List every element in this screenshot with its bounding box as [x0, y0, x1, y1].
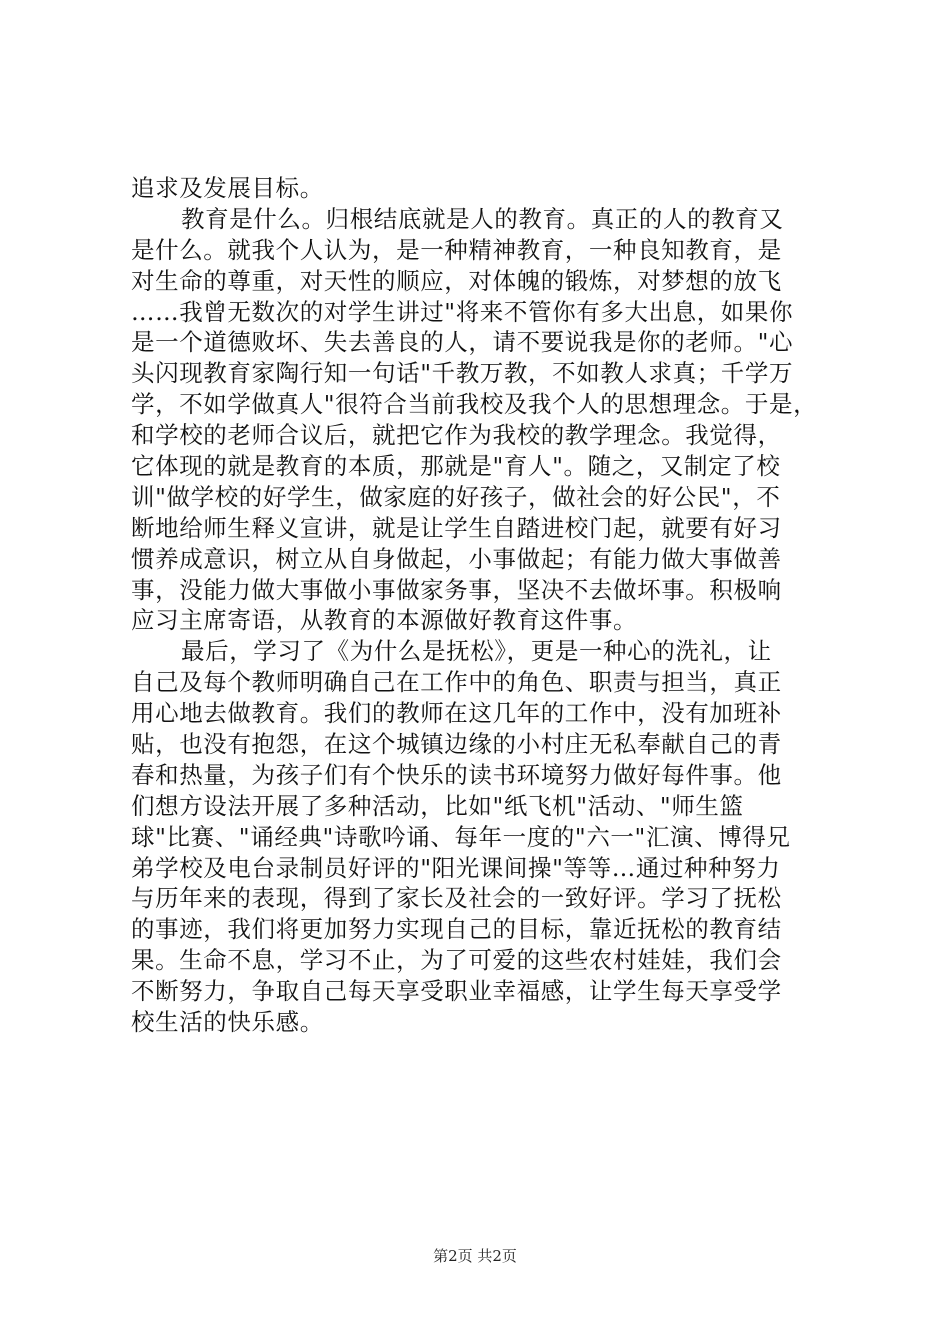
text-line: 弟学校及电台录制员好评的"阳光课间操"等等…通过种种努力: [131, 853, 781, 882]
text-line: 教育是什么。归根结底就是人的教育。真正的人的教育又: [181, 204, 784, 233]
text-line: 它体现的就是教育的本质，那就是"育人"。随之，又制定了校: [131, 452, 781, 481]
text-line: 是什么。就我个人认为，是一种精神教育，一种良知教育，是: [131, 235, 782, 264]
body-text: [131, 173, 831, 1038]
text-line: 训"做学校的好学生，做家庭的好孩子，做社会的好公民"，不: [131, 482, 781, 511]
text-line: 头闪现教育家陶行知一句话"千教万教，不如教人求真；千学万: [131, 359, 794, 388]
text-line: 自己及每个教师明确自己在工作中的角色、职责与担当，真正: [131, 668, 782, 697]
text-line: 果。生命不息，学习不止，为了可爱的这些农村娃娃，我们会: [131, 946, 782, 975]
text-line: 对生命的尊重，对天性的顺应，对体魄的锻炼，对梦想的放飞: [131, 266, 782, 295]
text-line: 事，没能力做大事做小事做家务事，坚决不去做坏事。积极响: [131, 575, 782, 604]
text-line: 断地给师生释义宣讲，就是让学生自踏进校门起，就要有好习: [131, 513, 782, 542]
text-line: 最后，学习了《为什么是抚松》，更是一种心的洗礼，让: [181, 637, 772, 666]
text-line: 用心地去做教育。我们的教师在这几年的工作中，没有加班补: [131, 699, 782, 728]
text-line: ……我曾无数次的对学生讲过"将来不管你有多大出息，如果你: [131, 297, 794, 326]
text-line: 球"比赛、"诵经典"诗歌吟诵、每年一度的"六一"汇演、博得兄: [131, 822, 791, 851]
page-number-footer: 第2页 共2页: [433, 1247, 517, 1265]
text-line: 惯养成意识，树立从自身做起，小事做起；有能力做大事做善: [131, 544, 782, 573]
text-line: 春和热量，为孩子们有个快乐的读书环境努力做好每件事。他: [131, 760, 782, 789]
text-line: 们想方设法开展了多种活动，比如"纸飞机"活动、"师生篮: [131, 791, 744, 820]
text-line: 校生活的快乐感。: [131, 1008, 324, 1037]
text-line: 的事迹，我们将更加努力实现自己的目标，靠近抚松的教育结: [131, 915, 782, 944]
text-line: 应习主席寄语，从教育的本源做好教育这件事。: [131, 606, 638, 635]
text-line: 学，不如学做真人"很符合当前我校及我个人的思想理念。于是，: [131, 390, 818, 419]
text-line: 贴，也没有抱怨，在这个城镇边缘的小村庄无私奉献自己的青: [131, 730, 782, 759]
text-line: 不断努力，争取自己每天享受职业幸福感，让学生每天享受学: [131, 977, 782, 1006]
text-line: 和学校的老师合议后，就把它作为我校的教学理念。我觉得，: [131, 421, 782, 450]
text-line: 追求及发展目标。: [131, 174, 324, 202]
text-line: 与历年来的表现，得到了家长及社会的一致好评。学习了抚松: [131, 884, 782, 913]
text-line: 是一个道德败坏、失去善良的人，请不要说我是你的老师。"心: [131, 328, 794, 357]
